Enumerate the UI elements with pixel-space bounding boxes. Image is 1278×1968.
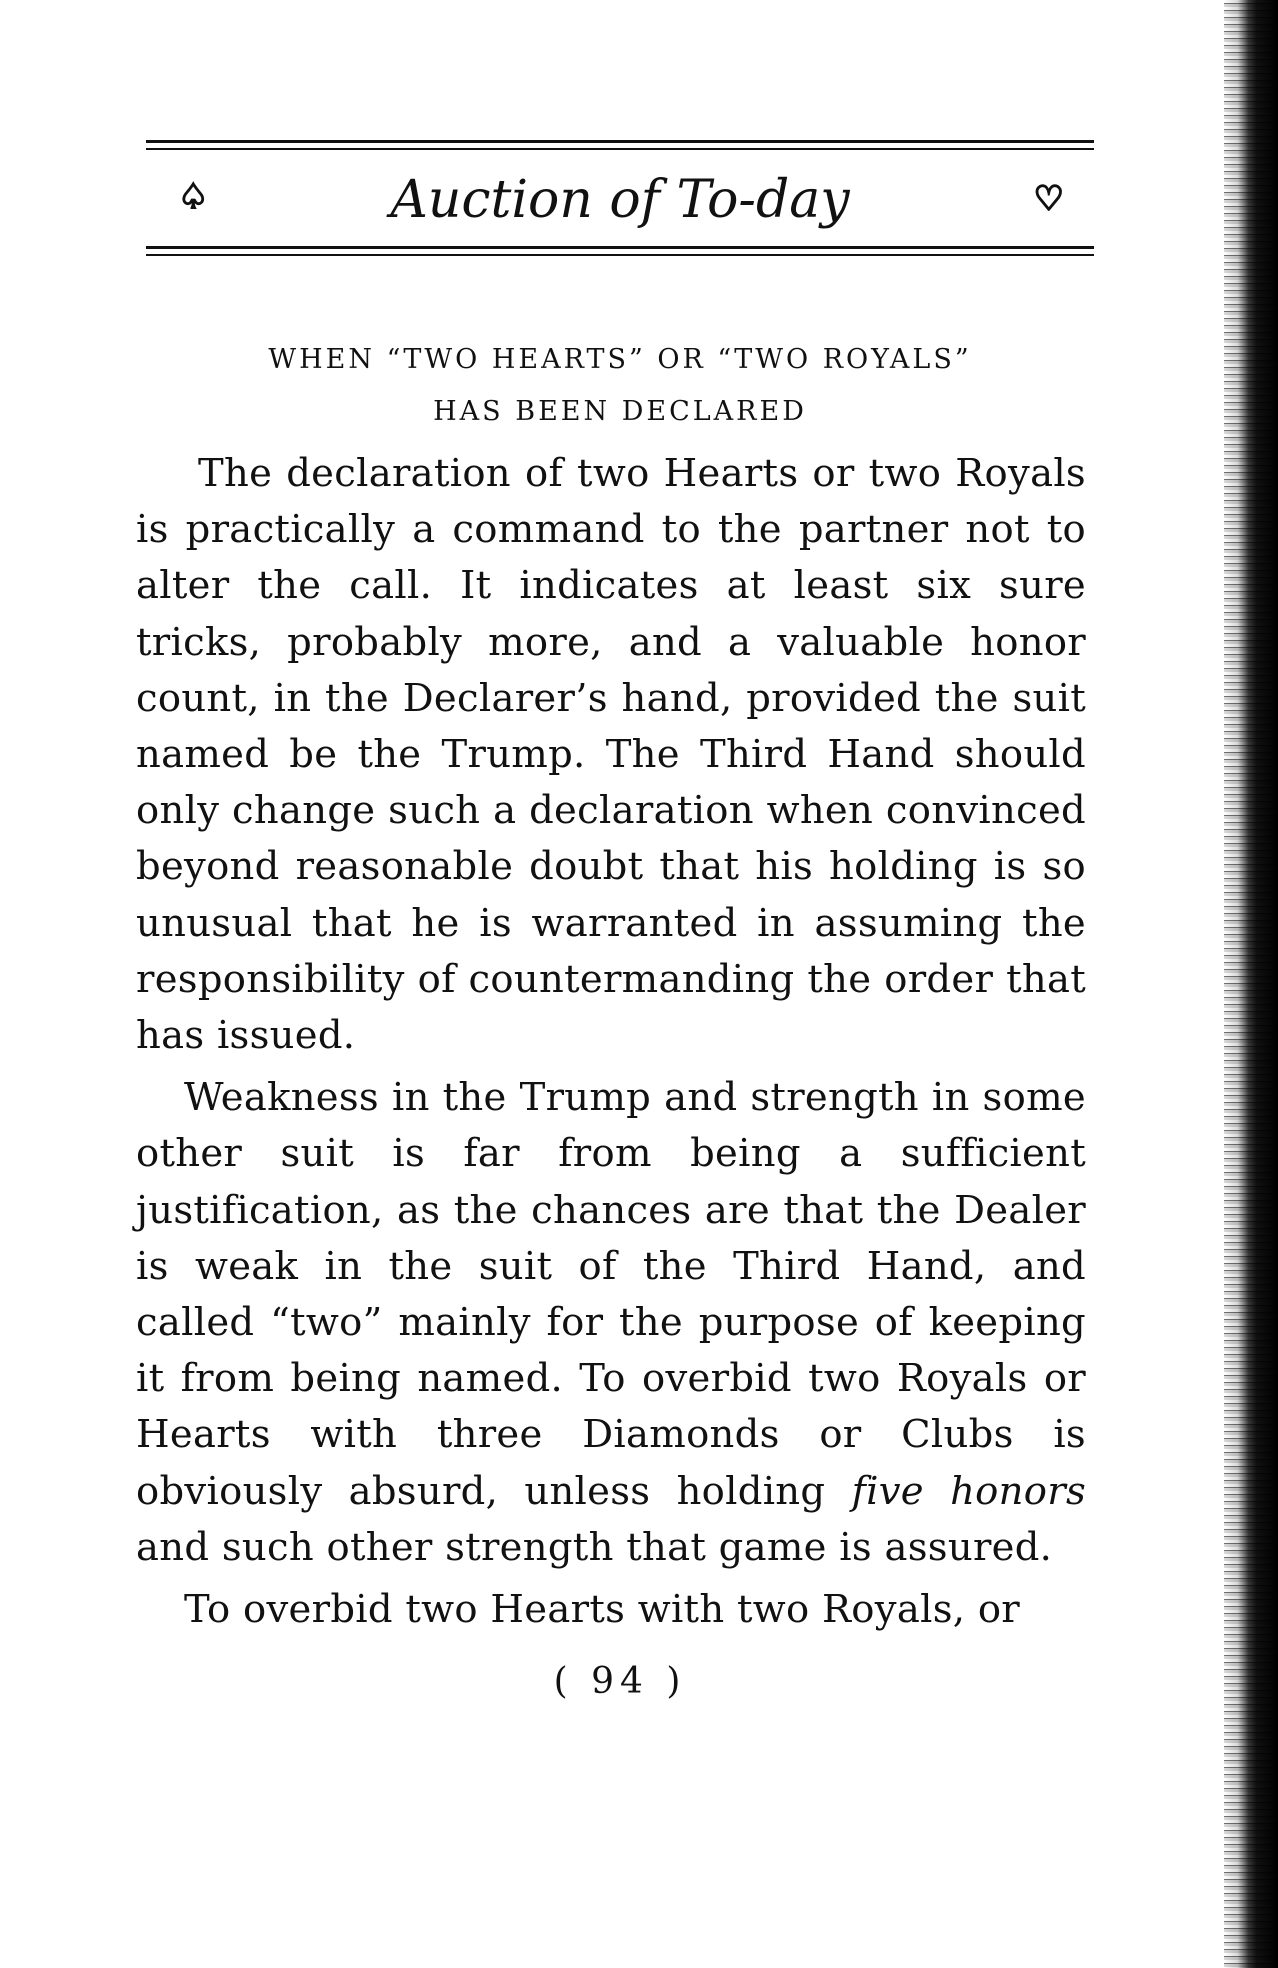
page-number: ( 94 ) [553, 1661, 687, 1702]
header-bottom-rule [146, 246, 1094, 256]
body-text [136, 446, 1086, 1644]
paragraph-2-text-end: and such other strength that game is assured. [136, 1524, 1053, 1570]
section-heading [146, 334, 1094, 438]
scanned-page-edge [1224, 0, 1278, 1968]
paragraph-1: The declaration of two Hearts or two Royals is practically a command to the partner not to alter the call. It indicates at least six sure tricks, probably more, and a valuable honor count, in the Declarer’s hand, provided the suit named be the Trump. The Third Hand should only change such a declaration when convinced beyond reasonable doubt that his holding is so unusual that he is warranted in assuming the responsibility of countermanding the order that has issued. [136, 451, 1086, 1059]
paragraph-2-text-start: Weakness in the Trump and strength in some other suit is far from being a sufficient justification, as the chances are that the Dealer is weak in the suit of the Third Hand, and called “two” mainly for the purpose of keeping it from being named. To overbid two Royals or Hearts with three Diamonds or Clubs is obviously absurd, unless holding [136, 1075, 1086, 1514]
header-top-rule [146, 140, 1094, 150]
heart-icon: ♡ [1033, 179, 1064, 219]
section-heading-line-2: HAS BEEN DECLARED [433, 396, 807, 427]
paragraph-2 [136, 1070, 1086, 1576]
running-head-title: Auction of To-day [390, 170, 850, 230]
paragraph-3: To overbid two Hearts with two Royals, or [184, 1587, 1021, 1633]
paragraph-2-emphasis: five honors [851, 1468, 1086, 1514]
running-head [146, 168, 1094, 232]
section-heading-line-1: WHEN “TWO HEARTS” OR “TWO ROYALS” [268, 344, 972, 375]
spade-icon: ♤ [178, 177, 209, 217]
